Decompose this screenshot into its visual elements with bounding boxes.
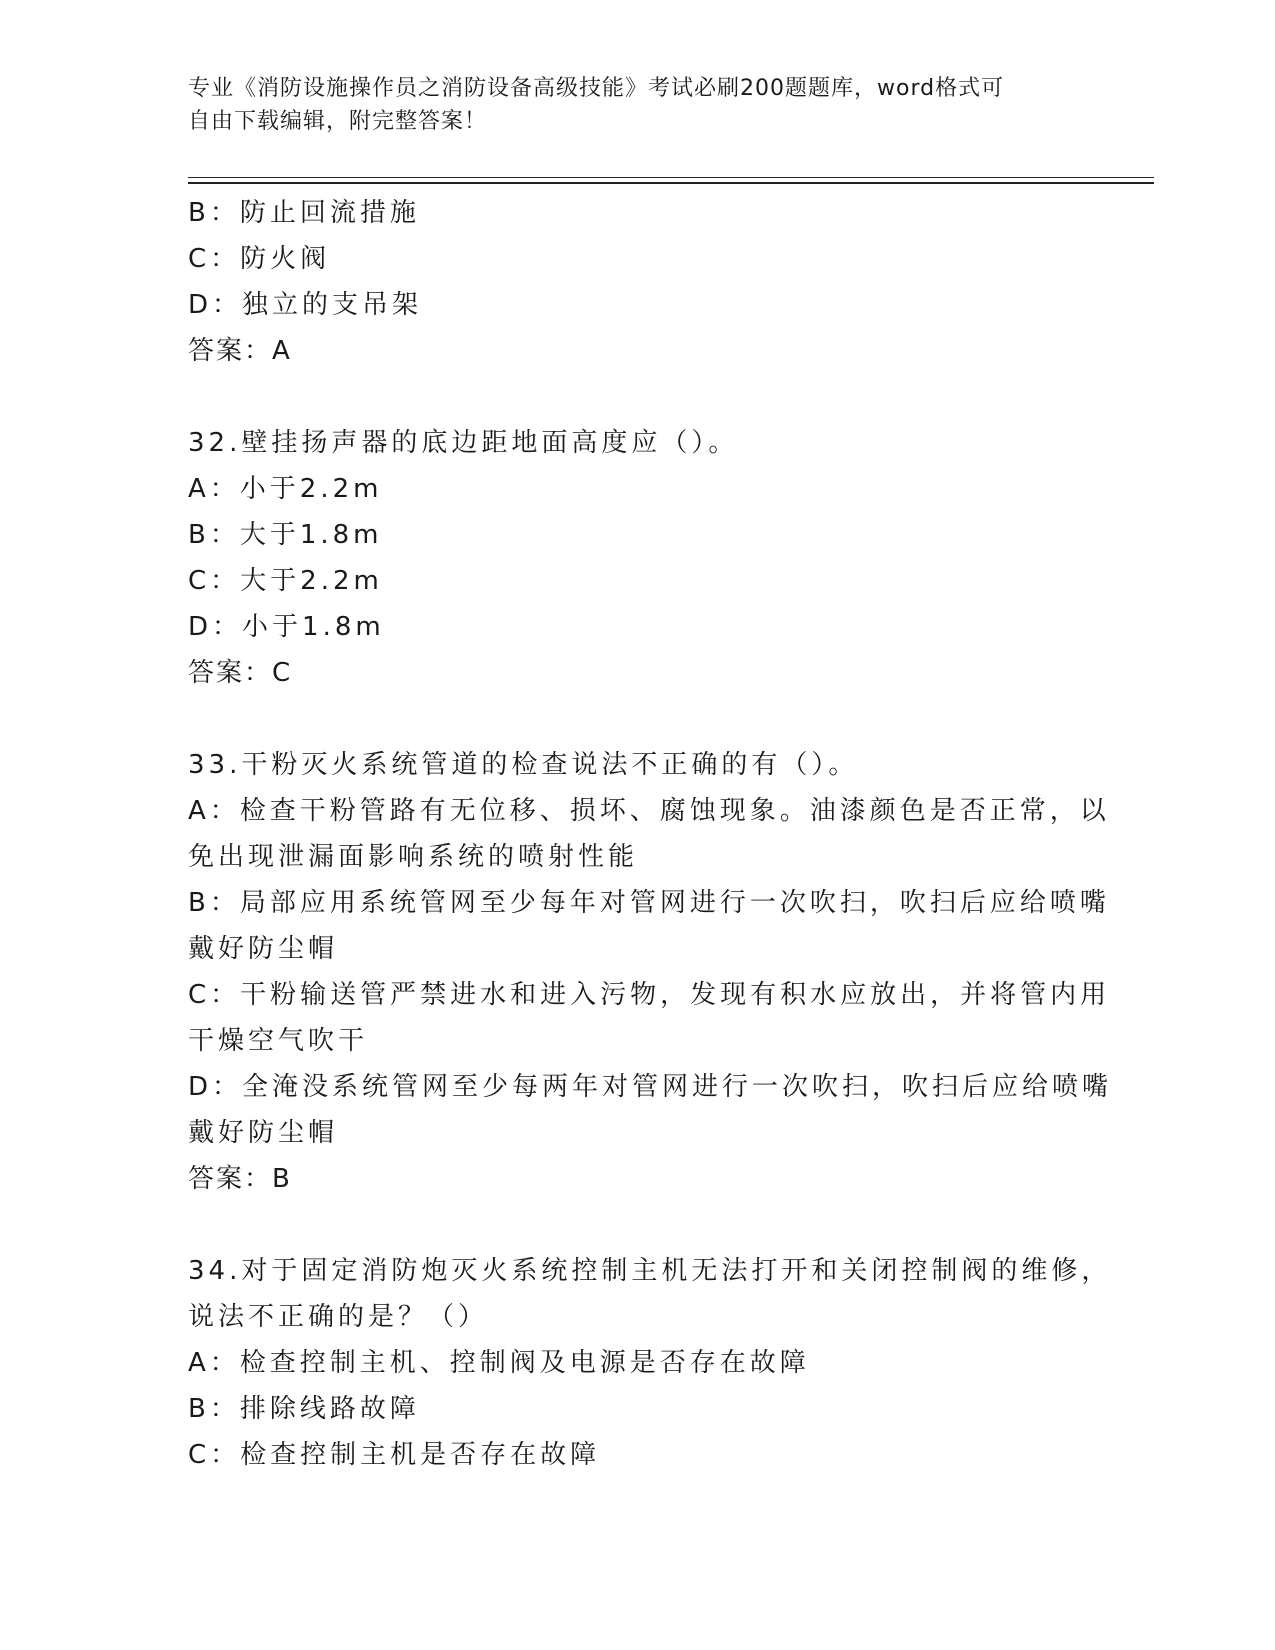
answer: 答案：B — [188, 1164, 292, 1194]
option-d: D：独立的支吊架 — [188, 290, 423, 320]
option-d: D：小于1.8m — [188, 612, 385, 642]
question-33 — [188, 742, 1113, 1202]
option-c: C：防火阀 — [188, 244, 331, 274]
option-a: A：小于2.2m — [188, 474, 383, 504]
option-a-line-2: 免出现泄漏面影响系统的喷射性能 — [188, 842, 639, 872]
option-c-line-2: 干燥空气吹干 — [188, 1026, 369, 1056]
option-b: B：排除线路故障 — [188, 1394, 420, 1424]
option-d-line-1: D：全淹没系统管网至少每两年对管网进行一次吹扫，吹扫后应给喷嘴 — [188, 1072, 1113, 1102]
spacer — [188, 374, 1088, 420]
option-c-line-1: C：干粉输送管严禁进水和进入污物，发现有积水应放出，并将管内用 — [188, 980, 1111, 1010]
question-list — [188, 190, 1113, 1478]
option-c: C：检查控制主机是否存在故障 — [188, 1440, 601, 1470]
option-a: A：检查控制主机、控制阀及电源是否存在故障 — [188, 1348, 810, 1378]
answer: 答案：C — [188, 658, 293, 688]
option-b: B：大于1.8m — [188, 520, 383, 550]
option-c: C：大于2.2m — [188, 566, 383, 596]
question-stem-line-2: 说法不正确的是？（） — [188, 1302, 489, 1332]
option-b: B：防止回流措施 — [188, 198, 420, 228]
option-b-line-1: B：局部应用系统管网至少每年对管网进行一次吹扫，吹扫后应给喷嘴 — [188, 888, 1110, 918]
option-a-line-1: A：检查干粉管路有无位移、损坏、腐蚀现象。油漆颜色是否正常，以 — [188, 796, 1110, 826]
header-rule-thin — [188, 177, 1154, 178]
question-stem: 33.干粉灭火系统管道的检查说法不正确的有（）。 — [188, 750, 859, 780]
question-stem: 32.壁挂扬声器的底边距地面高度应（）。 — [188, 428, 739, 458]
spacer — [188, 1202, 1088, 1248]
question-32 — [188, 420, 1088, 696]
header-line-2: 自由下载编辑，附完整答案！ — [188, 109, 488, 134]
option-b-line-2: 戴好防尘帽 — [188, 934, 339, 964]
question-stem-line-1: 34.对于固定消防炮灭火系统控制主机无法打开和关闭控制阀的维修， — [188, 1256, 1112, 1286]
spacer — [188, 696, 1088, 742]
answer: 答案：A — [188, 336, 292, 366]
document-header — [188, 72, 1068, 138]
question-31 — [188, 190, 1088, 374]
header-rule-thick — [188, 182, 1154, 184]
header-line-1: 专业《消防设施操作员之消防设备高级技能》考试必刷200题题库，word格式可 — [188, 76, 1005, 101]
question-34 — [188, 1248, 1112, 1478]
option-d-line-2: 戴好防尘帽 — [188, 1118, 339, 1148]
